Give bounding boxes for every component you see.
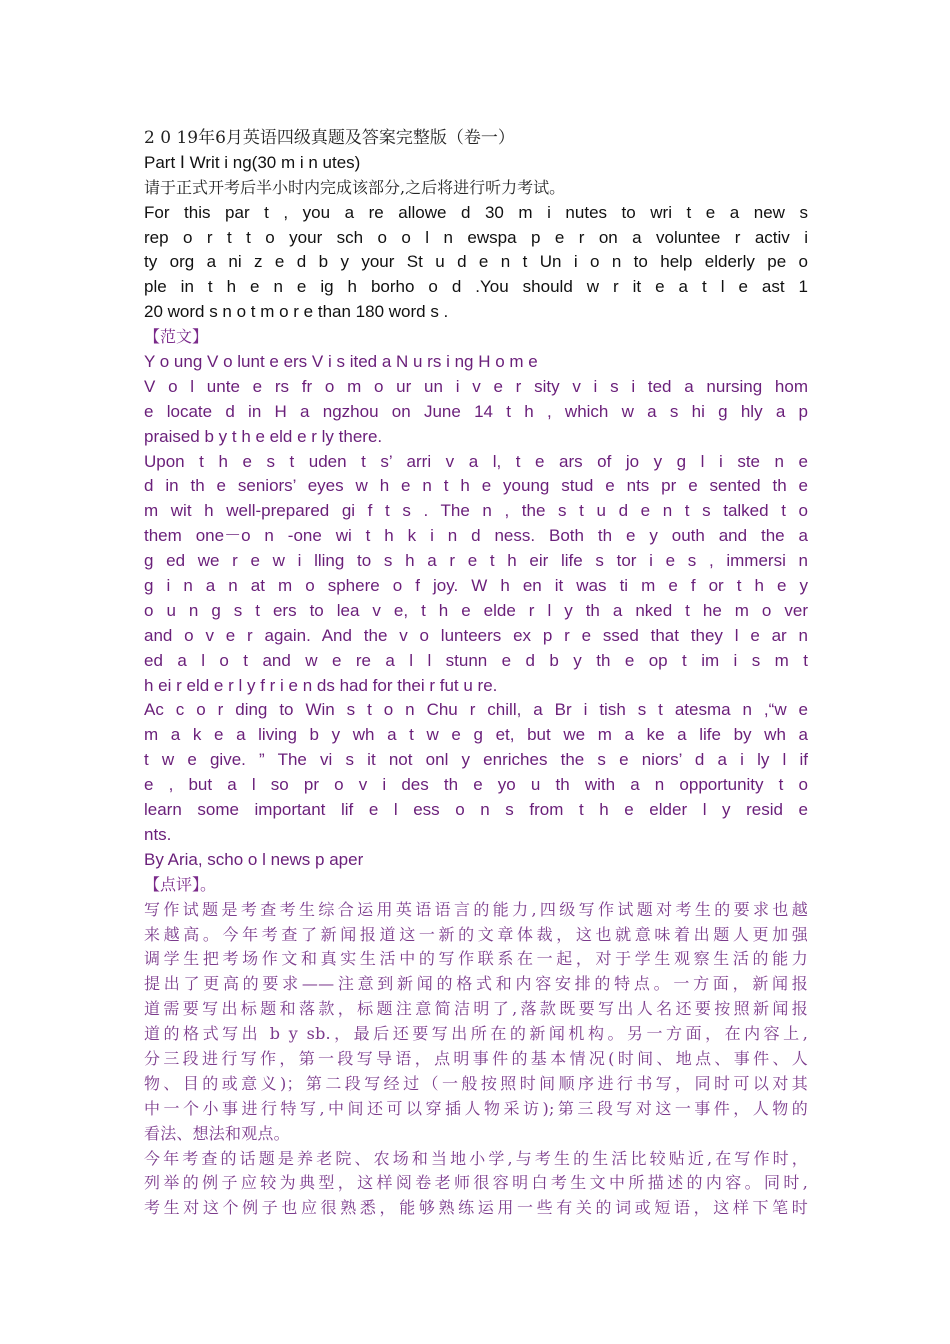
essay-line: m wit h well-prepared gi f t s . The n , the s t u d e n t s talked t o bbox=[144, 501, 808, 521]
essay-line: h ei r eld e r l y f r i e n ds had for thei r fut u re. bbox=[144, 675, 498, 695]
essay-line: nts. bbox=[144, 824, 172, 844]
directions-line: For this par t , you a re allowe d 30 m i nutes to wri t e a new s bbox=[144, 202, 808, 222]
essay-line: e locate d in H a ngzhou on June 14 t h , which w a s hi g hly a p bbox=[144, 401, 808, 421]
comment-line: 分三段进行写作，第一段写导语，点明事件的基本情况(时间、地点、事件、人 bbox=[144, 1048, 808, 1068]
comment-heading: 【点评】。 bbox=[144, 874, 217, 894]
comment-line: 考生对这个例子也应很熟悉，能够熟练运用一些有关的词或短语，这样下笔时 bbox=[144, 1198, 808, 1218]
comment-line: 看法、想法和观点。 bbox=[144, 1123, 290, 1143]
essay-title: Y o ung V o lunt e ers V i s ited a N u rs i ng H o m e bbox=[144, 352, 538, 372]
comment-line: 写作试题是考查考生综合运用英语语言的能力,四级写作试题对考生的要求也越 bbox=[144, 899, 808, 919]
essay-line: them one－o n -one wi t h k i n d ness. Both th e y outh and the a bbox=[144, 526, 808, 546]
comment-line: 调学生把考场作文和真实生活中的写作联系在一起，对于学生观察生活的能力 bbox=[144, 949, 808, 969]
comment-line: 列举的例子应较为典型，这样阅卷老师很容明白考生文中所描述的内容。同时, bbox=[144, 1173, 808, 1193]
comment-line: 中一个小事进行特写,中间还可以穿插人物采访);第三段写对这一事件，人物的 bbox=[144, 1098, 808, 1118]
comment-line: 来越高。今年考查了新闻报道这一新的文章体裁，这也就意味着出题人更加强 bbox=[144, 924, 808, 944]
comment-line: 道需要写出标题和落款，标题注意简洁明了,落款既要写出人名还要按照新闻报 bbox=[144, 999, 808, 1019]
part-heading: Part Ⅰ Writ i ng(30 m i n utes) bbox=[144, 152, 361, 172]
document-title: 2 0 19年6月英语四级真题及答案完整版（卷一） bbox=[144, 128, 515, 148]
essay-line: m a k e a living b y wh a t w e g et, but we m a ke a life by wh a bbox=[144, 725, 808, 745]
essay-line: t w e give. ” The vi s it not onl y enriches the s e niors’ d a i ly l if bbox=[144, 750, 808, 770]
directions-line: ty org a ni z e d b y your St u d e n t Un i o n to help elderly pe o bbox=[144, 252, 808, 272]
document-page bbox=[144, 126, 808, 1221]
essay-byline: By Aria, scho o l news p aper bbox=[144, 849, 364, 869]
essay-line: d in th e seniors’ eyes w h e n t h e young stud e nts pr e sented th e bbox=[144, 476, 808, 496]
comment-section bbox=[144, 898, 808, 1222]
comment-line: 提出了更高的要求——注意到新闻的格式和内容安排的特点。一方面，新闻报 bbox=[144, 974, 808, 994]
essay-line: praised b y t h e eld e r ly there. bbox=[144, 426, 383, 446]
directions-line: 20 word s n o t m o r e than 180 word s . bbox=[144, 302, 449, 322]
essay-line: V o l unte e rs fr o m o ur un i v e r sity v i s i ted a nursing hom bbox=[144, 376, 808, 396]
directions-line: ple in t h e n e ig h borho o d .You should w r it e a t l e ast 1 bbox=[144, 277, 808, 297]
essay-line: learn some important lif e l ess o n s from t h e elder l y resid e bbox=[144, 800, 808, 820]
model-essay-heading: 【范文】 bbox=[144, 327, 209, 347]
model-essay bbox=[144, 350, 808, 873]
essay-line: e , but a l so pr o v i des th e yo u th with a n opportunity t o bbox=[144, 775, 808, 795]
directions-block bbox=[144, 201, 808, 325]
comment-line: 物、目的或意义)；第二段写经过（一般按照时间顺序进行书写，同时可以对其 bbox=[144, 1073, 808, 1093]
essay-line: Upon t h e s t uden t s’ arri v a l, t e ars of jo y g l i ste n e bbox=[144, 451, 808, 471]
essay-line: Ac c o r ding to Win s t o n Chu r chill, a Br i tish s t atesma n ,“w e bbox=[144, 700, 808, 720]
essay-line: ed a l o t and w e re a l l stunn e d b y th e op t im i s m t bbox=[144, 650, 808, 670]
essay-line: and o v e r again. And the v o lunteers ex p r e ssed that they l e ar n bbox=[144, 625, 808, 645]
instruction-text: 请于正式开考后半小时内完成该部分,之后将进行听力考试。 bbox=[144, 177, 566, 197]
comment-line: 道的格式写出 b y sb.，最后还要写出所在的新闻机构。另一方面，在内容上, bbox=[144, 1024, 808, 1044]
essay-line: g i n a n at m o sphere o f joy. W h en it was ti m e f or t h e y bbox=[144, 576, 808, 596]
comment-line: 今年考查的话题是养老院、农场和当地小学,与考生的生活比较贴近,在写作时， bbox=[144, 1148, 808, 1168]
directions-line: rep o r t t o your sch o o l n ewspa p e r on a voluntee r activ i bbox=[144, 227, 808, 247]
essay-line: o u n g s t ers to lea v e, t h e elde r l y th a nked t he m o ver bbox=[144, 600, 808, 620]
essay-line: g ed we r e w i lling to s h a r e t h eir life s tor i e s , immersi n bbox=[144, 551, 808, 571]
